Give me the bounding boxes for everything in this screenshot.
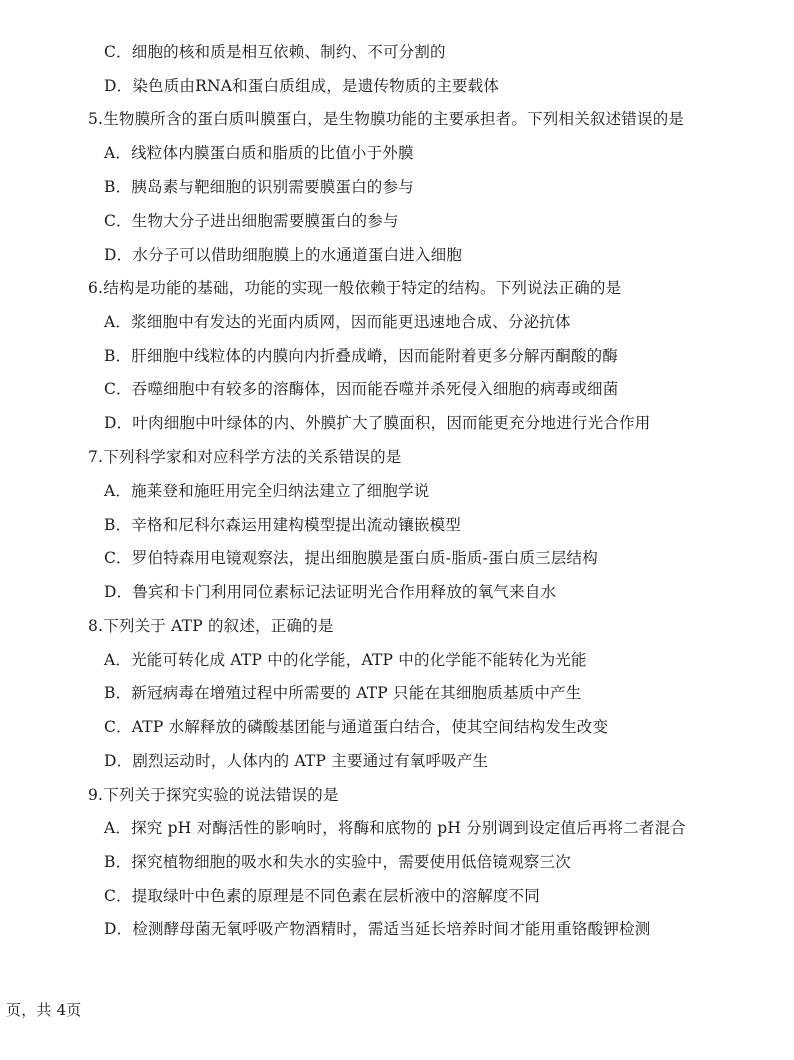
question-5-option-c: C．生物大分子进出细胞需要膜蛋白的参与 <box>104 212 399 230</box>
question-9-option-d: D．检测酵母菌无氧呼吸产物酒精时，需适当延长培养时间才能用重铬酸钾检测 <box>104 920 651 938</box>
question-6-option-b: B．肝细胞中线粒体的内膜向内折叠成嵴，因而能附着更多分解丙酮酸的酶 <box>104 347 618 365</box>
question-7-stem: 7.下列科学家和对应科学方法的关系错误的是 <box>88 448 402 466</box>
question-8-stem: 8.下列关于 ATP 的叙述，正确的是 <box>88 617 334 635</box>
question-6-stem: 6.结构是功能的基础，功能的实现一般依赖于特定的结构。下列说法正确的是 <box>88 279 622 297</box>
question-6-option-a: A．浆细胞中有发达的光面内质网，因而能更迅速地合成、分泌抗体 <box>104 313 571 331</box>
prev-option-c: C．细胞的核和质是相互依赖、制约、不可分割的 <box>104 43 446 61</box>
question-6-option-c: C．吞噬细胞中有较多的溶酶体，因而能吞噬并杀死侵入细胞的病毒或细菌 <box>104 380 619 398</box>
question-5-option-b: B．胰岛素与靶细胞的识别需要膜蛋白的参与 <box>104 178 414 196</box>
question-8-option-b: B．新冠病毒在增殖过程中所需要的 ATP 只能在其细胞质基质中产生 <box>104 684 582 702</box>
question-8-option-c: C．ATP 水解释放的磷酸基团能与通道蛋白结合，使其空间结构发生改变 <box>104 718 609 736</box>
question-9-option-b: B．探究植物细胞的吸水和失水的实验中，需要使用低倍镜观察三次 <box>104 853 571 871</box>
question-9-stem: 9.下列关于探究实验的说法错误的是 <box>88 786 339 804</box>
question-9-option-c: C．提取绿叶中色素的原理是不同色素在层析液中的溶解度不同 <box>104 887 540 905</box>
question-9-option-a: A．探究 pH 对酶活性的影响时，将酶和底物的 pH 分别调到设定值后再将二者混合 <box>104 819 686 837</box>
page-footer: 页，共 4页 <box>6 1001 82 1019</box>
question-8-option-d: D．剧烈运动时，人体内的 ATP 主要通过有氧呼吸产生 <box>104 752 489 770</box>
question-5-option-a: A．线粒体内膜蛋白质和脂质的比值小于外膜 <box>104 144 414 162</box>
question-5-option-d: D．水分子可以借助细胞膜上的水通道蛋白进入细胞 <box>104 246 463 264</box>
question-7-option-b: B．辛格和尼科尔森运用建构模型提出流动镶嵌模型 <box>104 516 461 534</box>
question-7-option-c: C．罗伯特森用电镜观察法，提出细胞膜是蛋白质-脂质-蛋白质三层结构 <box>104 549 598 567</box>
prev-option-d: D．染色质由RNA和蛋白质组成，是遗传物质的主要载体 <box>104 77 500 95</box>
question-8-option-a: A．光能可转化成 ATP 中的化学能，ATP 中的化学能不能转化为光能 <box>104 651 587 669</box>
question-7-option-d: D．鲁宾和卡门利用同位素标记法证明光合作用释放的氧气来自水 <box>104 583 557 601</box>
question-7-option-a: A．施莱登和施旺用完全归纳法建立了细胞学说 <box>104 482 430 500</box>
question-5-stem: 5.生物膜所含的蛋白质叫膜蛋白，是生物膜功能的主要承担者。下列相关叙述错误的是 <box>88 110 685 128</box>
question-6-option-d: D．叶肉细胞中叶绿体的内、外膜扩大了膜面积，因而能更充分地进行光合作用 <box>104 414 651 432</box>
